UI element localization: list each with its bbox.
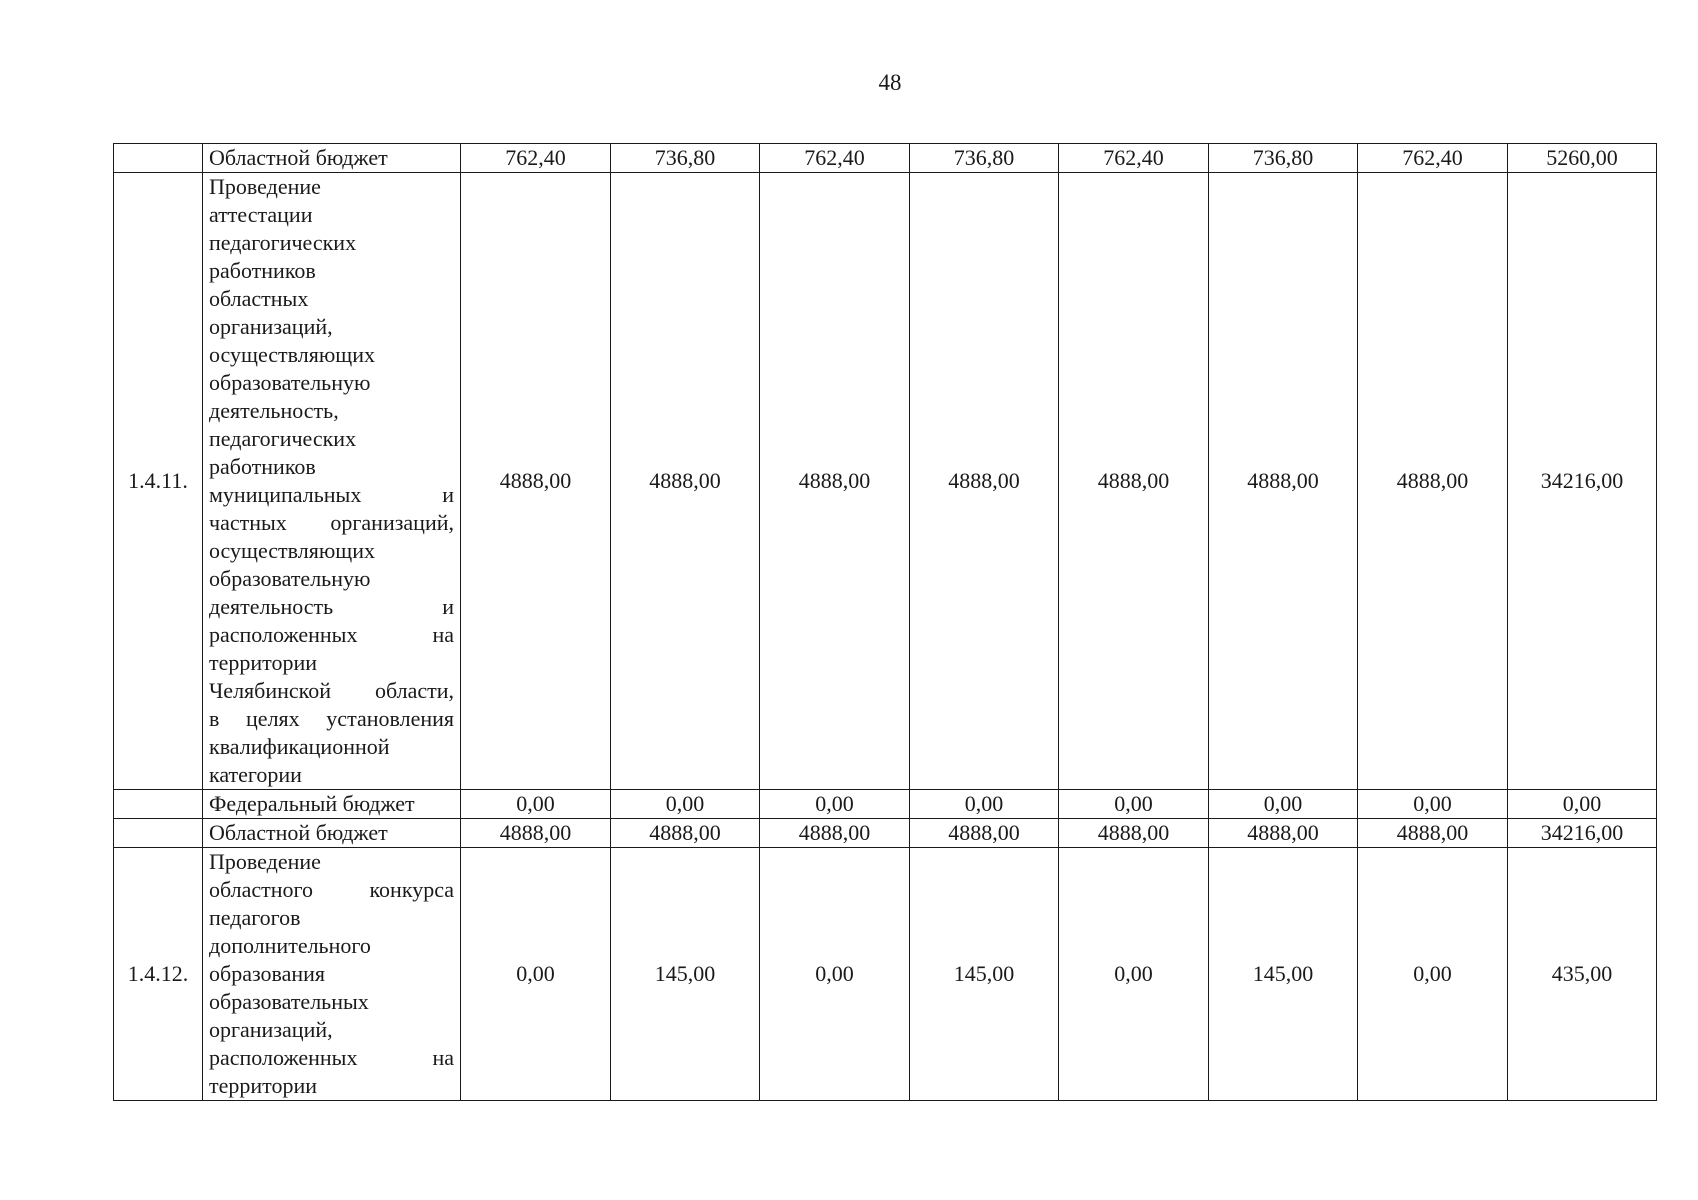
item-number-cell	[114, 144, 203, 173]
table-row-budget	[114, 819, 1657, 848]
year-value-cell: 4888,00	[1209, 819, 1358, 848]
description-line: образовательных	[209, 989, 369, 1014]
item-number-cell	[114, 819, 203, 848]
year-value-cell: 4888,00	[1358, 819, 1508, 848]
year-value-cell: 0,00	[1059, 848, 1209, 1101]
year-value-cell: 4888,00	[760, 173, 910, 790]
year-value-cell: 4888,00	[611, 819, 760, 848]
year-value-cell: 4888,00	[910, 819, 1059, 848]
table-row-budget	[114, 144, 1657, 173]
year-value-cell: 4888,00	[1358, 173, 1508, 790]
table-row-item	[114, 848, 1657, 1101]
total-value-cell: 435,00	[1508, 848, 1657, 1101]
year-value-cell: 736,80	[1209, 144, 1358, 173]
description-line: Проведение	[209, 849, 321, 874]
description-line: педагогов	[209, 905, 301, 930]
description-line: образовательную	[209, 370, 371, 395]
year-value-cell: 762,40	[760, 144, 910, 173]
total-value-cell: 5260,00	[1508, 144, 1657, 173]
description-line: территории	[209, 1073, 318, 1098]
year-value-cell: 4888,00	[1059, 819, 1209, 848]
year-value-cell: 4888,00	[1209, 173, 1358, 790]
budget-table	[113, 143, 1657, 1101]
description-line: в целях установления	[209, 706, 454, 731]
item-number-cell	[114, 790, 203, 819]
total-value-cell: 34216,00	[1508, 173, 1657, 790]
year-value-cell: 762,40	[1358, 144, 1508, 173]
year-value-cell: 145,00	[910, 848, 1059, 1101]
year-value-cell: 0,00	[461, 848, 611, 1101]
year-value-cell: 0,00	[1059, 790, 1209, 819]
description-line: расположенных на	[209, 622, 454, 647]
description-line: осуществляющих	[209, 538, 375, 563]
description-line: областного конкурса	[209, 877, 454, 902]
description-line: осуществляющих	[209, 342, 375, 367]
description-line: квалификационной	[209, 734, 390, 759]
year-value-cell: 0,00	[1358, 848, 1508, 1101]
year-value-cell: 0,00	[1209, 790, 1358, 819]
year-value-cell: 0,00	[910, 790, 1059, 819]
description-line: дополнительного	[209, 933, 371, 958]
item-number-cell: 1.4.11.	[114, 173, 203, 790]
description-line: деятельность и	[209, 594, 454, 619]
description-line: педагогических	[209, 426, 357, 451]
description-line: образовательную	[209, 566, 371, 591]
budget-source-label: Областной бюджет	[203, 144, 461, 173]
year-value-cell: 4888,00	[461, 173, 611, 790]
description-line: областных	[209, 286, 309, 311]
description-line: расположенных на	[209, 1045, 454, 1070]
description-line: Челябинской области,	[209, 678, 454, 703]
page-number: 48	[878, 70, 902, 95]
description-line: аттестации	[209, 202, 313, 227]
total-value-cell: 34216,00	[1508, 819, 1657, 848]
year-value-cell: 4888,00	[760, 819, 910, 848]
description-line: категории	[209, 762, 302, 787]
description-line: территории	[209, 650, 318, 675]
year-value-cell: 4888,00	[1059, 173, 1209, 790]
item-number-cell: 1.4.12.	[114, 848, 203, 1101]
year-value-cell: 0,00	[611, 790, 760, 819]
description-line: организаций,	[209, 314, 333, 339]
item-description-cell	[203, 848, 461, 1101]
year-value-cell: 0,00	[760, 790, 910, 819]
table-body	[114, 144, 1657, 1101]
year-value-cell: 0,00	[461, 790, 611, 819]
budget-source-label: Федеральный бюджет	[203, 790, 461, 819]
year-value-cell: 4888,00	[910, 173, 1059, 790]
year-value-cell: 145,00	[1209, 848, 1358, 1101]
description-line: образования	[209, 961, 326, 986]
table-row-budget	[114, 790, 1657, 819]
description-line: работников	[209, 258, 316, 283]
item-description-cell	[203, 173, 461, 790]
description-line: Проведение	[209, 174, 321, 199]
description-line: организаций,	[209, 1017, 333, 1042]
year-value-cell: 145,00	[611, 848, 760, 1101]
year-value-cell: 4888,00	[611, 173, 760, 790]
year-value-cell: 762,40	[461, 144, 611, 173]
description-line: педагогических	[209, 230, 357, 255]
description-line: муниципальных и	[209, 482, 454, 507]
year-value-cell: 4888,00	[461, 819, 611, 848]
budget-source-label: Областной бюджет	[203, 819, 461, 848]
year-value-cell: 0,00	[1358, 790, 1508, 819]
description-line: частных организаций,	[209, 510, 454, 535]
total-value-cell: 0,00	[1508, 790, 1657, 819]
year-value-cell: 762,40	[1059, 144, 1209, 173]
description-line: деятельность,	[209, 398, 339, 423]
year-value-cell: 736,80	[910, 144, 1059, 173]
year-value-cell: 736,80	[611, 144, 760, 173]
description-line: работников	[209, 454, 316, 479]
year-value-cell: 0,00	[760, 848, 910, 1101]
table-row-item	[114, 173, 1657, 790]
